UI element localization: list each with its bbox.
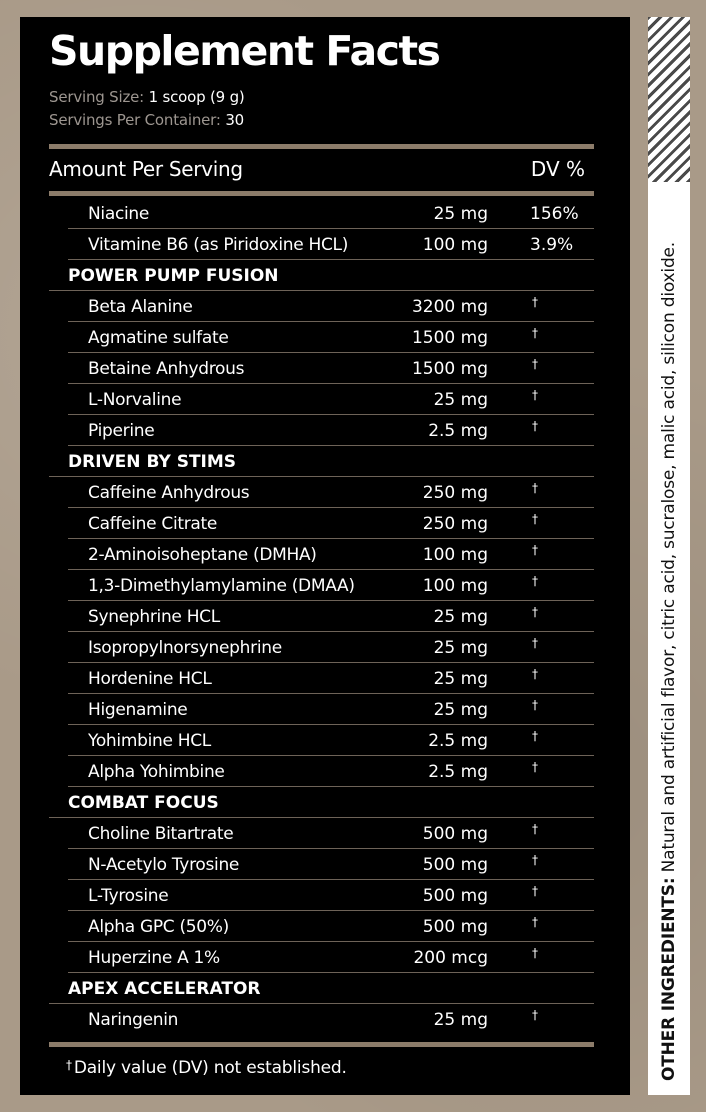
ingredient-amount: 500 mg [422, 886, 488, 906]
section-row [20, 973, 630, 1004]
ingredient-dv: † [532, 605, 538, 619]
ingredient-name: Isopropylnorsynephrine [88, 638, 282, 658]
ingredient-amount: 25 mg [433, 638, 488, 658]
table-row [20, 632, 630, 663]
ingredient-name: Piperine [88, 421, 155, 441]
page-title: Supplement Facts [49, 27, 440, 75]
divider-thick-top [49, 144, 594, 149]
ingredient-dv: † [532, 481, 538, 495]
ingredient-name: Vitamine B6 (as Piridoxine HCL) [88, 235, 349, 255]
divider-thick-header [49, 191, 594, 196]
ingredient-name: Betaine Anhydrous [88, 359, 245, 379]
section-row [20, 260, 630, 291]
ingredient-name: N-Acetylo Tyrosine [88, 855, 240, 875]
ingredient-dv: † [532, 295, 538, 309]
table-row [20, 477, 630, 508]
ingredient-name: Synephrine HCL [88, 607, 220, 627]
ingredient-dv: † [532, 357, 538, 371]
ingredient-dv: † [532, 636, 538, 650]
section-title: POWER PUMP FUSION [68, 266, 279, 286]
ingredient-dv: 156% [530, 204, 579, 224]
table-row [20, 942, 630, 973]
hatch-pattern [648, 17, 690, 182]
ingredient-amount: 25 mg [433, 1010, 488, 1030]
table-row [20, 601, 630, 632]
serving-size-value: 1 scoop (9 g) [148, 88, 245, 106]
ingredient-amount: 25 mg [433, 669, 488, 689]
table-row [20, 198, 630, 229]
footnote-text: Daily value (DV) not established. [73, 1058, 347, 1078]
ingredient-amount: 1500 mg [411, 328, 488, 348]
section-title: COMBAT FOCUS [68, 793, 219, 813]
table-row [20, 291, 630, 322]
ingredient-name: L-Tyrosine [88, 886, 169, 906]
ingredient-amount: 3200 mg [411, 297, 488, 317]
ingredient-name: Niacine [88, 204, 150, 224]
ingredient-dv: † [532, 1008, 538, 1022]
ingredient-dv: † [532, 760, 538, 774]
table-row [20, 1004, 630, 1035]
table-row [20, 539, 630, 570]
ingredient-name: Choline Bitartrate [88, 824, 234, 844]
table-row [20, 818, 630, 849]
ingredient-dv: † [532, 667, 538, 681]
ingredient-name: Agmatine sulfate [88, 328, 229, 348]
nutrient-table [20, 198, 630, 1035]
table-row [20, 880, 630, 911]
table-row [20, 663, 630, 694]
ingredient-name: 2-Aminoisoheptane (DMHA) [88, 545, 317, 565]
ingredient-name: Beta Alanine [88, 297, 193, 317]
ingredient-amount: 200 mcg [413, 948, 488, 968]
ingredient-name: Caffeine Anhydrous [88, 483, 250, 503]
ingredient-dv: † [532, 543, 538, 557]
ingredient-dv: † [532, 915, 538, 929]
ingredient-dv: † [532, 512, 538, 526]
serving-size-label: Serving Size: [49, 88, 145, 106]
amount-per-serving-header: Amount Per Serving [49, 157, 243, 181]
ingredient-dv: † [532, 729, 538, 743]
table-row [20, 725, 630, 756]
ingredient-amount: 500 mg [422, 855, 488, 875]
dv-header: DV % [530, 157, 585, 181]
ingredient-amount: 250 mg [422, 483, 488, 503]
ingredient-dv: † [532, 419, 538, 433]
ingredient-amount: 2.5 mg [428, 731, 488, 751]
ingredient-dv: † [532, 698, 538, 712]
other-ingredients-text: Natural and artificial flavor, citric acid, sucralose, malic acid, silicon dioxide. [659, 242, 679, 873]
ingredient-amount: 25 mg [433, 204, 488, 224]
other-ingredients-strip [648, 17, 690, 1095]
section-row [20, 787, 630, 818]
table-row [20, 229, 630, 260]
table-row [20, 849, 630, 880]
ingredient-amount: 25 mg [433, 700, 488, 720]
divider-thick-bottom [49, 1042, 594, 1047]
ingredient-amount: 250 mg [422, 514, 488, 534]
ingredient-dv: † [532, 884, 538, 898]
section-title: APEX ACCELERATOR [68, 979, 261, 999]
ingredient-dv: † [532, 388, 538, 402]
ingredient-amount: 2.5 mg [428, 762, 488, 782]
table-row [20, 322, 630, 353]
ingredient-dv: † [532, 946, 538, 960]
table-row [20, 756, 630, 787]
ingredient-amount: 500 mg [422, 917, 488, 937]
ingredient-name: Caffeine Citrate [88, 514, 218, 534]
ingredient-name: Yohimbine HCL [88, 731, 211, 751]
ingredient-amount: 500 mg [422, 824, 488, 844]
ingredient-name: Higenamine [88, 700, 188, 720]
ingredient-dv: † [532, 822, 538, 836]
other-ingredients-label: OTHER INGREDIENTS: [659, 877, 679, 1081]
ingredient-amount: 2.5 mg [428, 421, 488, 441]
ingredient-name: L-Norvaline [88, 390, 182, 410]
ingredient-amount: 100 mg [422, 576, 488, 596]
table-row [20, 911, 630, 942]
supplement-facts-panel [20, 17, 630, 1095]
section-title: DRIVEN BY STIMS [68, 452, 237, 472]
ingredient-amount: 25 mg [433, 607, 488, 627]
servings-per-container [49, 111, 244, 129]
section-row [20, 446, 630, 477]
ingredient-dv: † [532, 574, 538, 588]
table-row [20, 508, 630, 539]
ingredient-dv: † [532, 326, 538, 340]
ingredient-dv: † [532, 853, 538, 867]
table-row [20, 415, 630, 446]
ingredient-amount: 100 mg [422, 545, 488, 565]
ingredient-name: Hordenine HCL [88, 669, 212, 689]
footnote [66, 1058, 347, 1078]
ingredient-amount: 1500 mg [411, 359, 488, 379]
ingredient-dv: 3.9% [530, 235, 574, 255]
table-row [20, 570, 630, 601]
serving-size [49, 88, 245, 106]
ingredient-name: Huperzine A 1% [88, 948, 220, 968]
ingredient-name: Naringenin [88, 1010, 179, 1030]
ingredient-amount: 25 mg [433, 390, 488, 410]
ingredient-name: 1,3-Dimethylamylamine (DMAA) [88, 576, 355, 596]
servings-label: Servings Per Container: [49, 111, 221, 129]
table-row [20, 384, 630, 415]
other-ingredients [659, 242, 679, 1081]
ingredient-name: Alpha Yohimbine [88, 762, 225, 782]
ingredient-name: Alpha GPC (50%) [88, 917, 229, 937]
dagger-mark: † [66, 1058, 72, 1072]
ingredient-amount: 100 mg [422, 235, 488, 255]
table-row [20, 353, 630, 384]
table-row [20, 694, 630, 725]
servings-value: 30 [225, 111, 245, 129]
